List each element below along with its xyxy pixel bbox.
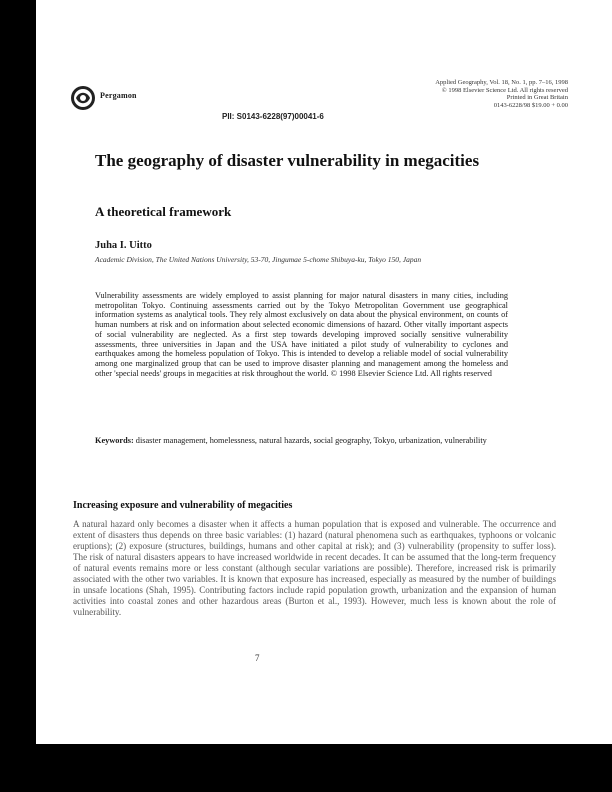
section-heading: Increasing exposure and vulnerability of megacities: [73, 500, 293, 511]
author-affiliation: Academic Division, The United Nations University, 53-70, Jingumae 5-chome Shibuya-ku, Tokyo 150, Japan: [95, 255, 422, 264]
pii-identifier: PII: S0143-6228(97)00041-6: [222, 112, 324, 121]
publisher-name: Pergamon: [100, 91, 137, 100]
article-subtitle: A theoretical framework: [95, 204, 232, 219]
journal-info: [378, 79, 568, 109]
journal-citation: Applied Geography, Vol. 18, No. 1, pp. 7–16, 1998: [435, 79, 568, 86]
keywords: [95, 436, 508, 446]
scan-bottom-edge: [36, 744, 612, 792]
document-page: [36, 30, 576, 744]
page-number: 7: [255, 653, 260, 663]
section-body-text: A natural hazard only becomes a disaster when it affects a human population that is exposed and vulnerable. The occurrence and extent of disasters thus depends on three basic variables: (1) hazard (natural phenomena such as earthquakes, typhoons or volcanic eruptions); (2) exposure (structures, buildings, humans and other capital at risk); and (3) vulnerability (propensity to suffer loss). The risk of natural disasters appears to have increased worldwide in recent decades. It can be assumed that the long-term frequency of natural events remains more or less constant (although secular variations are possible). Therefore, increased risk is primarily associated with the other two variables. It is known that exposure has increased, especially as measured by the number of buildings in unsafe locations (Shah, 1995). Contributing factors include rapid population growth, urbanization and the expansion of human activities into coastal zones and other hazardous areas (Burton et al., 1993). However, much less is known about the role of vulnerability.: [73, 519, 556, 617]
issn-line: 0143-6228/98 $19.00 + 0.00: [493, 101, 568, 109]
printed-line: Printed in Great Britain: [506, 94, 568, 101]
author-name: Juha I. Uitto: [95, 240, 152, 251]
abstract-text: Vulnerability assessments are widely employed to assist planning for major natural disasters in many cities, including metropolitan Tokyo. Continuing assessments carried out by the Tokyo Metropolitan Government use geographical information systems as analytical tools. They rely almost exclusively on data about the physical environment, on counts of human numbers at risk and on information about selected economic dimensions of hazard. Other vitally important aspects of social vulnerability are neglected. As a first step towards developing improved socially sensitive vulnerability assessments, three universities in Japan and the USA have initiated a pilot study of vulnerability to cyclones and earthquakes among the homeless population of Tokyo. This is intended to develop a reliable model of social vulnerability among one marginalized group that can be used to improve disaster planning and management among the homeless and other 'special needs' groups in megacities at risk throughout the world. © 1998 Elsevier Science Ltd. All rights reserved: [95, 291, 508, 378]
scan-left-border: [0, 0, 36, 792]
article-title: The geography of disaster vulnerability in megacities: [95, 151, 480, 170]
copyright-line: © 1998 Elsevier Science Ltd. All rights reserved: [441, 86, 568, 94]
keywords-list: disaster management, homelessness, natural hazards, social geography, Tokyo, urbanization, vulnerability: [135, 436, 487, 445]
pergamon-logo-icon: [68, 83, 98, 113]
keywords-label: Keywords:: [95, 436, 134, 445]
